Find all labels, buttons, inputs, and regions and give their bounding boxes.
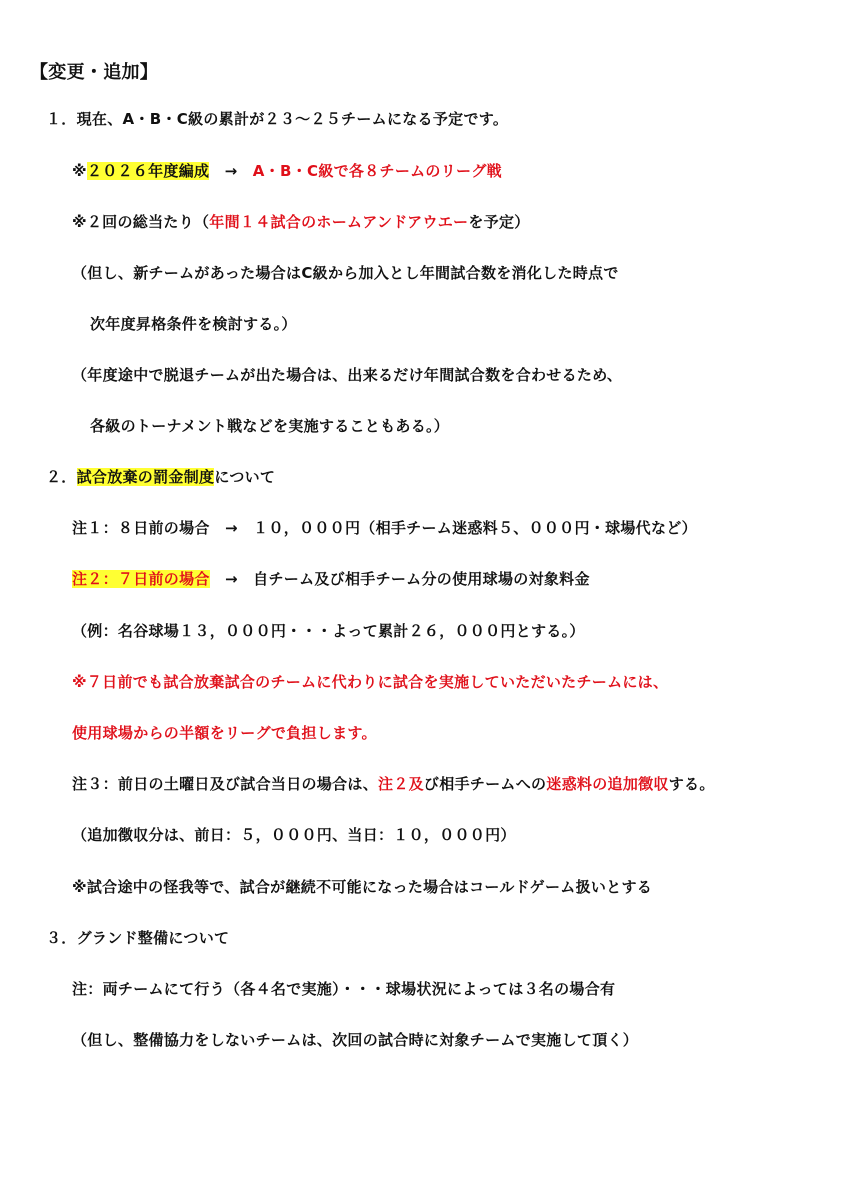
s2-note-3-b: び相手チームへの (423, 775, 547, 793)
s2-red-note-1: ※７日前でも試合放棄試合のチームに代わりに試合を実施していただいたチームには、 (72, 673, 669, 691)
section-2-title (46, 466, 275, 488)
s1-line-5: （年度途中で脱退チームが出た場合は、出来るだけ年間試合数を合わせるため、 (72, 366, 623, 384)
s1-line-6: 各級のトーナメント戦などを実施することもある。） (90, 417, 450, 435)
s2-note-3-red-2: 迷惑料の追加徴収 (546, 775, 669, 793)
s2-note-1: 注１：８日前の場合 → １０，０００円（相手チーム迷惑料５、０００円・球場代など） (72, 519, 697, 537)
s2-note-3-c: する。 (668, 775, 715, 793)
s1-line-2 (72, 211, 530, 233)
s2-title-number: ２． (46, 468, 77, 486)
s2-note-2-tail: → 自チーム及び相手チーム分の使用球場の対象料金 (209, 570, 590, 588)
s2-note-2-highlight: 注２：７日前の場合 (72, 570, 210, 588)
s1-line-2-a: ※２回の総当たり（ (72, 213, 210, 231)
s2-note-3-red-1: 注２及 (378, 775, 424, 793)
s1-line-1-arrow: → (209, 162, 253, 180)
s2-note-3-a: 注３：前日の土曜日及び試合当日の場合は、 (72, 775, 379, 793)
s1-line-1-highlight: ２０２６年度編成 (86, 162, 210, 180)
s1-line-4: 次年度昇格条件を検討する。） (90, 315, 297, 333)
s1-line-3: （但し、新チームがあった場合はC級から加入とし年間試合数を消化した時点で (72, 264, 619, 282)
s3-note-2: （但し、整備協力をしないチームは、次回の試合時に対象チームで実施して頂く） (72, 1031, 639, 1049)
s2-title-tail: について (214, 468, 276, 486)
s2-title-highlight: 試合放棄の罰金制度 (76, 468, 215, 486)
s2-red-note-2: 使用球場からの半額をリーグで負担します。 (72, 724, 377, 742)
s2-injury-note: ※試合途中の怪我等で、試合が継続不可能になった場合はコールドゲーム扱いとする (72, 878, 653, 896)
s1-line-2-b: を予定） (468, 213, 530, 231)
s1-line-1-red: A・B・C級で各８チームのリーグ戦 (252, 162, 502, 180)
s1-line-2-red: 年間１４試合のホームアンドアウエー (209, 213, 469, 231)
page-heading: 【変更・追加】 (30, 62, 159, 83)
s1-line-1-mark: ※ (72, 162, 87, 180)
section-3-title: ３．グランド整備について (46, 929, 230, 947)
section-1-title: １．現在、A・B・C級の累計が２３～２５チームになる予定です。 (46, 110, 509, 128)
s2-note-2-example: （例：名谷球場１３，０００円・・・よって累計２６，０００円とする。） (72, 622, 585, 640)
s2-note-3 (72, 773, 715, 795)
s2-note-2 (72, 568, 590, 590)
s3-note-1: 注：両チームにて行う（各４名で実施）・・・球場状況によっては３名の場合有 (72, 980, 616, 998)
s1-line-1 (72, 160, 502, 182)
s2-note-3-example: （追加徴収分は、前日：５，０００円、当日：１０，０００円） (72, 826, 516, 844)
